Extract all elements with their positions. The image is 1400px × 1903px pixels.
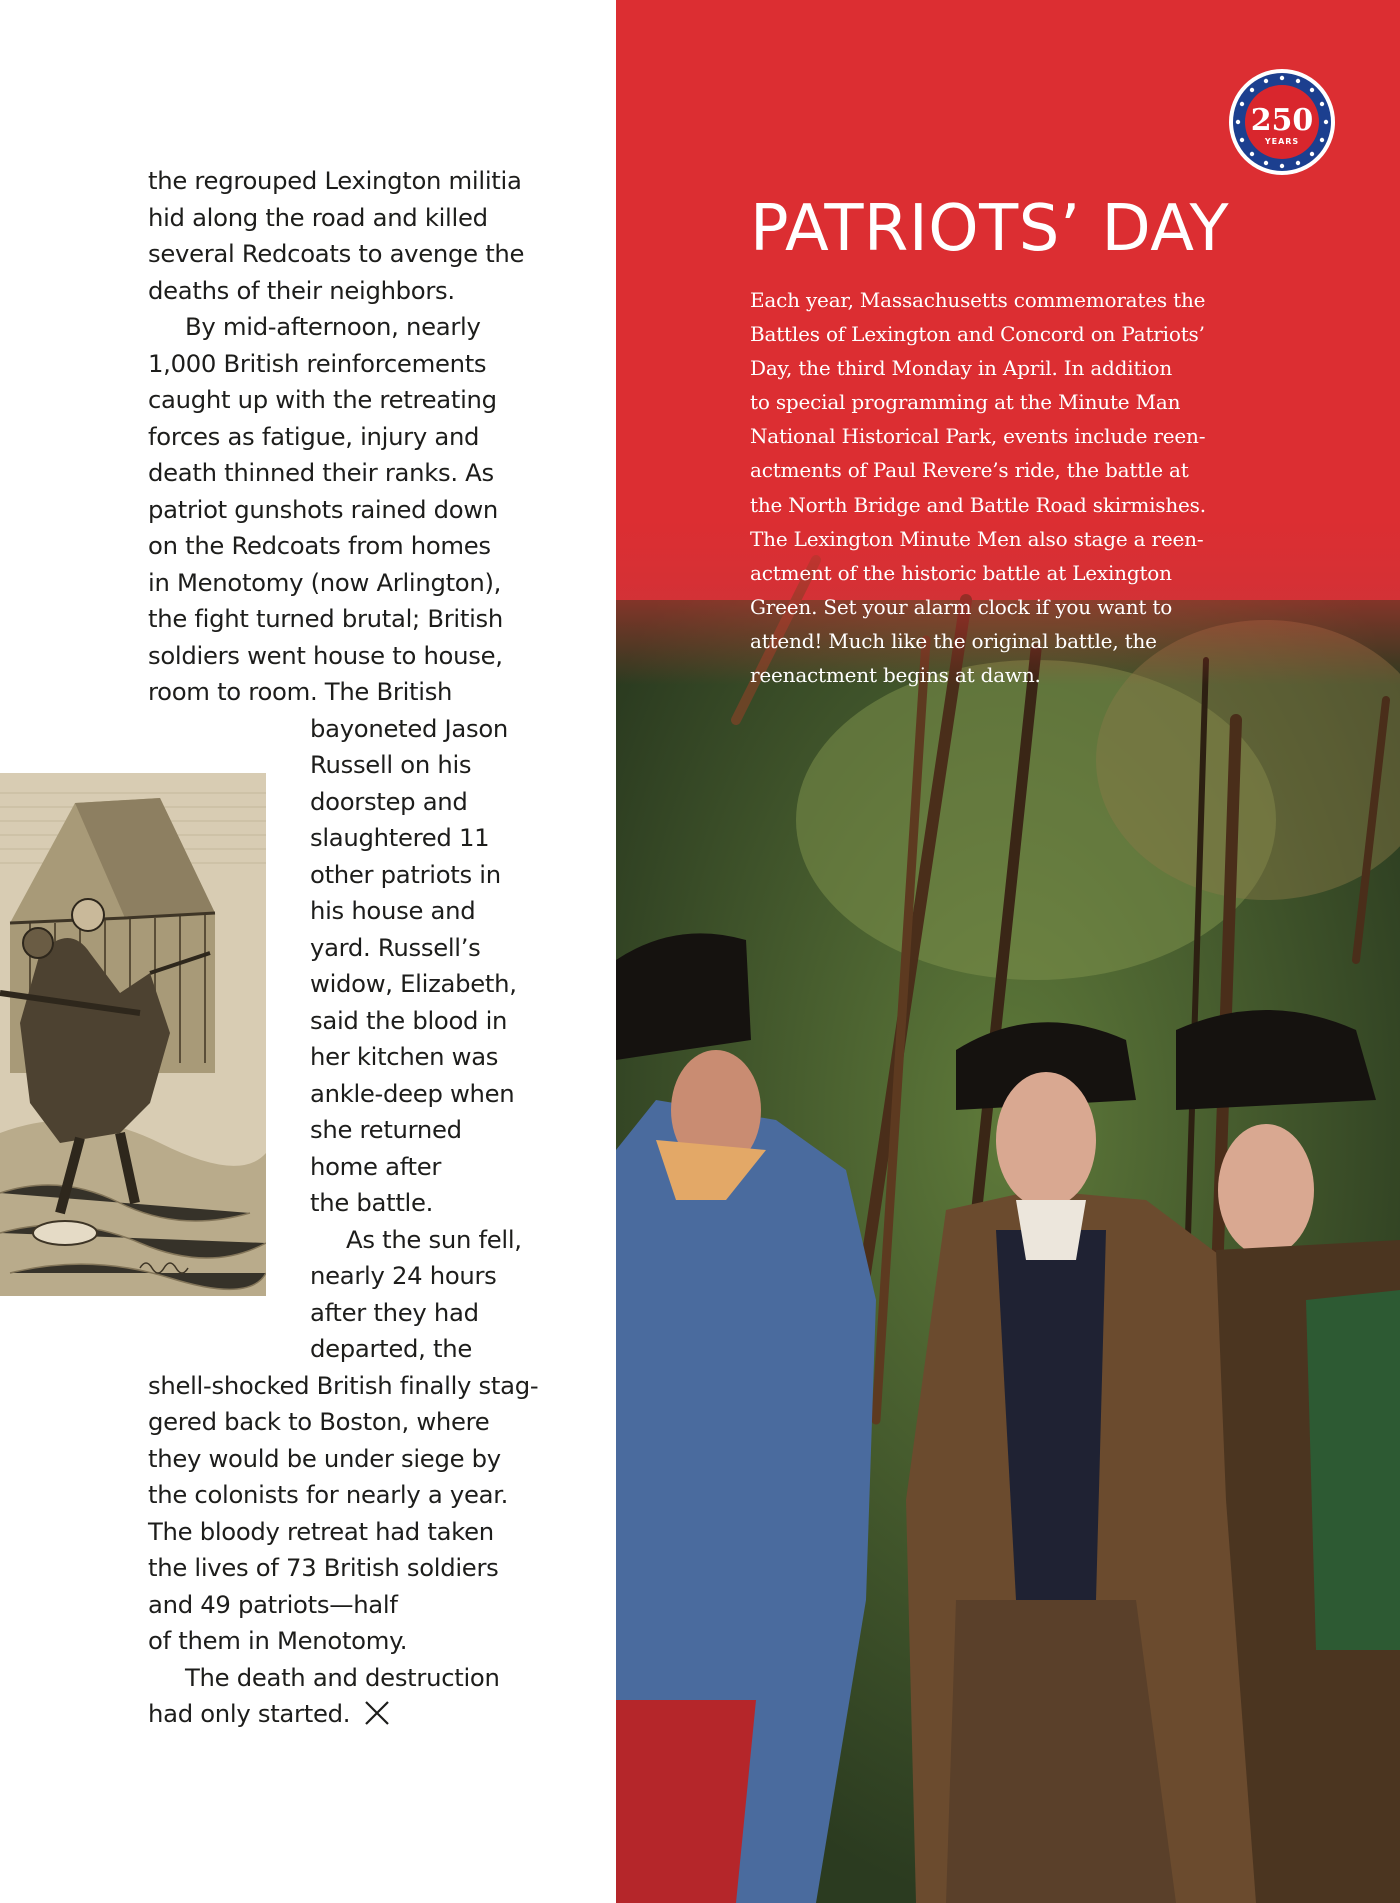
250-years-badge [1228, 68, 1336, 176]
article-line: nearly 24 hours [310, 1261, 497, 1290]
article-line: The bloody retreat had taken [148, 1516, 494, 1546]
article-line: death thinned their ranks. As [148, 458, 494, 487]
sidebar-line: to special programming at the Minute Man [750, 390, 1181, 415]
end-of-story-x-icon [364, 1700, 390, 1737]
article-line: room to room. The British [148, 677, 453, 706]
sidebar-line: attend! Much like the original battle, the [750, 628, 1157, 653]
article-line: of them in Menotomy. [148, 1626, 408, 1655]
article-line: shell-shocked British finally stag- [148, 1370, 539, 1400]
article-line: caught up with the retreating [148, 385, 497, 414]
article-line: the lives of 73 British soldiers [148, 1553, 499, 1582]
article-line: widow, Elizabeth, [310, 969, 517, 998]
article-line: yard. Russell’s [310, 932, 481, 962]
article-line: departed, the [310, 1334, 472, 1363]
engraving-illustration [0, 773, 266, 1296]
badge-number: 250 [1250, 103, 1314, 138]
sidebar-line: Each year, Massachusetts commemorates the [750, 288, 1206, 312]
article-line: the regrouped Lexington militia [148, 166, 522, 195]
article-column [0, 0, 616, 1903]
article-line: the fight turned brutal; British [148, 604, 503, 633]
article-line: 1,000 British reinforcements [148, 348, 487, 378]
article-line: said the blood in [310, 1005, 508, 1035]
article-line: deaths of their neighbors. [148, 275, 455, 305]
sidebar-line: National Historical Park, events include reen- [750, 424, 1206, 449]
article-line: she returned [310, 1115, 462, 1144]
article-line: soldiers went house to house, [148, 640, 503, 670]
article-line: ankle-deep when [310, 1078, 515, 1108]
article-line: several Redcoats to avenge the [148, 239, 525, 268]
article-line: home after [310, 1151, 442, 1181]
article-line: hid along the road and killed [148, 202, 488, 232]
article-line-last [148, 1696, 528, 1737]
sidebar-line: the North Bridge and Battle Road skirmishes. [750, 492, 1206, 517]
article-line: and 49 patriots—half [148, 1589, 398, 1619]
article-line: the battle. [310, 1188, 434, 1217]
article-line: doorstep and [310, 786, 468, 816]
article-line: slaughtered 11 [310, 823, 490, 852]
article-line: Russell on his [310, 750, 472, 779]
article-line: in Menotomy (now Arlington), [148, 567, 502, 597]
article-line: patriot gunshots rained down [148, 494, 499, 524]
article-line: gered back to Boston, where [148, 1407, 490, 1436]
article-line: on the Redcoats from homes [148, 531, 491, 560]
sidebar-title: PATRIOTS’ DAY [750, 192, 1230, 266]
article-line: As the sun fell, [346, 1224, 522, 1254]
article-line: other patriots in [310, 859, 501, 889]
article-line: her kitchen was [310, 1042, 499, 1071]
sidebar-body [750, 283, 1310, 692]
sidebar-line: reenactment begins at dawn. [750, 663, 1041, 688]
article-line: forces as fatigue, injury and [148, 421, 480, 451]
article-line: The death and destruction [185, 1662, 500, 1692]
article-line: By mid-afternoon, nearly [185, 312, 481, 341]
sidebar-line: Day, the third Monday in April. In addition [750, 356, 1173, 381]
article-line: bayoneted Jason [310, 713, 509, 743]
badge-label: YEARS [1264, 137, 1300, 146]
article-line: they would be under siege by [148, 1443, 501, 1473]
article-line: had only started. [148, 1699, 351, 1728]
sidebar-line: The Lexington Minute Men also stage a reen- [750, 526, 1204, 551]
sidebar-line: Green. Set your alarm clock if you want to [750, 594, 1173, 619]
article-line: after they had [310, 1297, 479, 1327]
sidebar-line: actments of Paul Revere’s ride, the battle at [750, 458, 1189, 483]
sidebar-line: actment of the historic battle at Lexington [750, 560, 1172, 585]
article-line: his house and [310, 896, 476, 925]
article-line: the colonists for nearly a year. [148, 1480, 509, 1509]
sidebar-line: Battles of Lexington and Concord on Patriots’ [750, 322, 1205, 347]
